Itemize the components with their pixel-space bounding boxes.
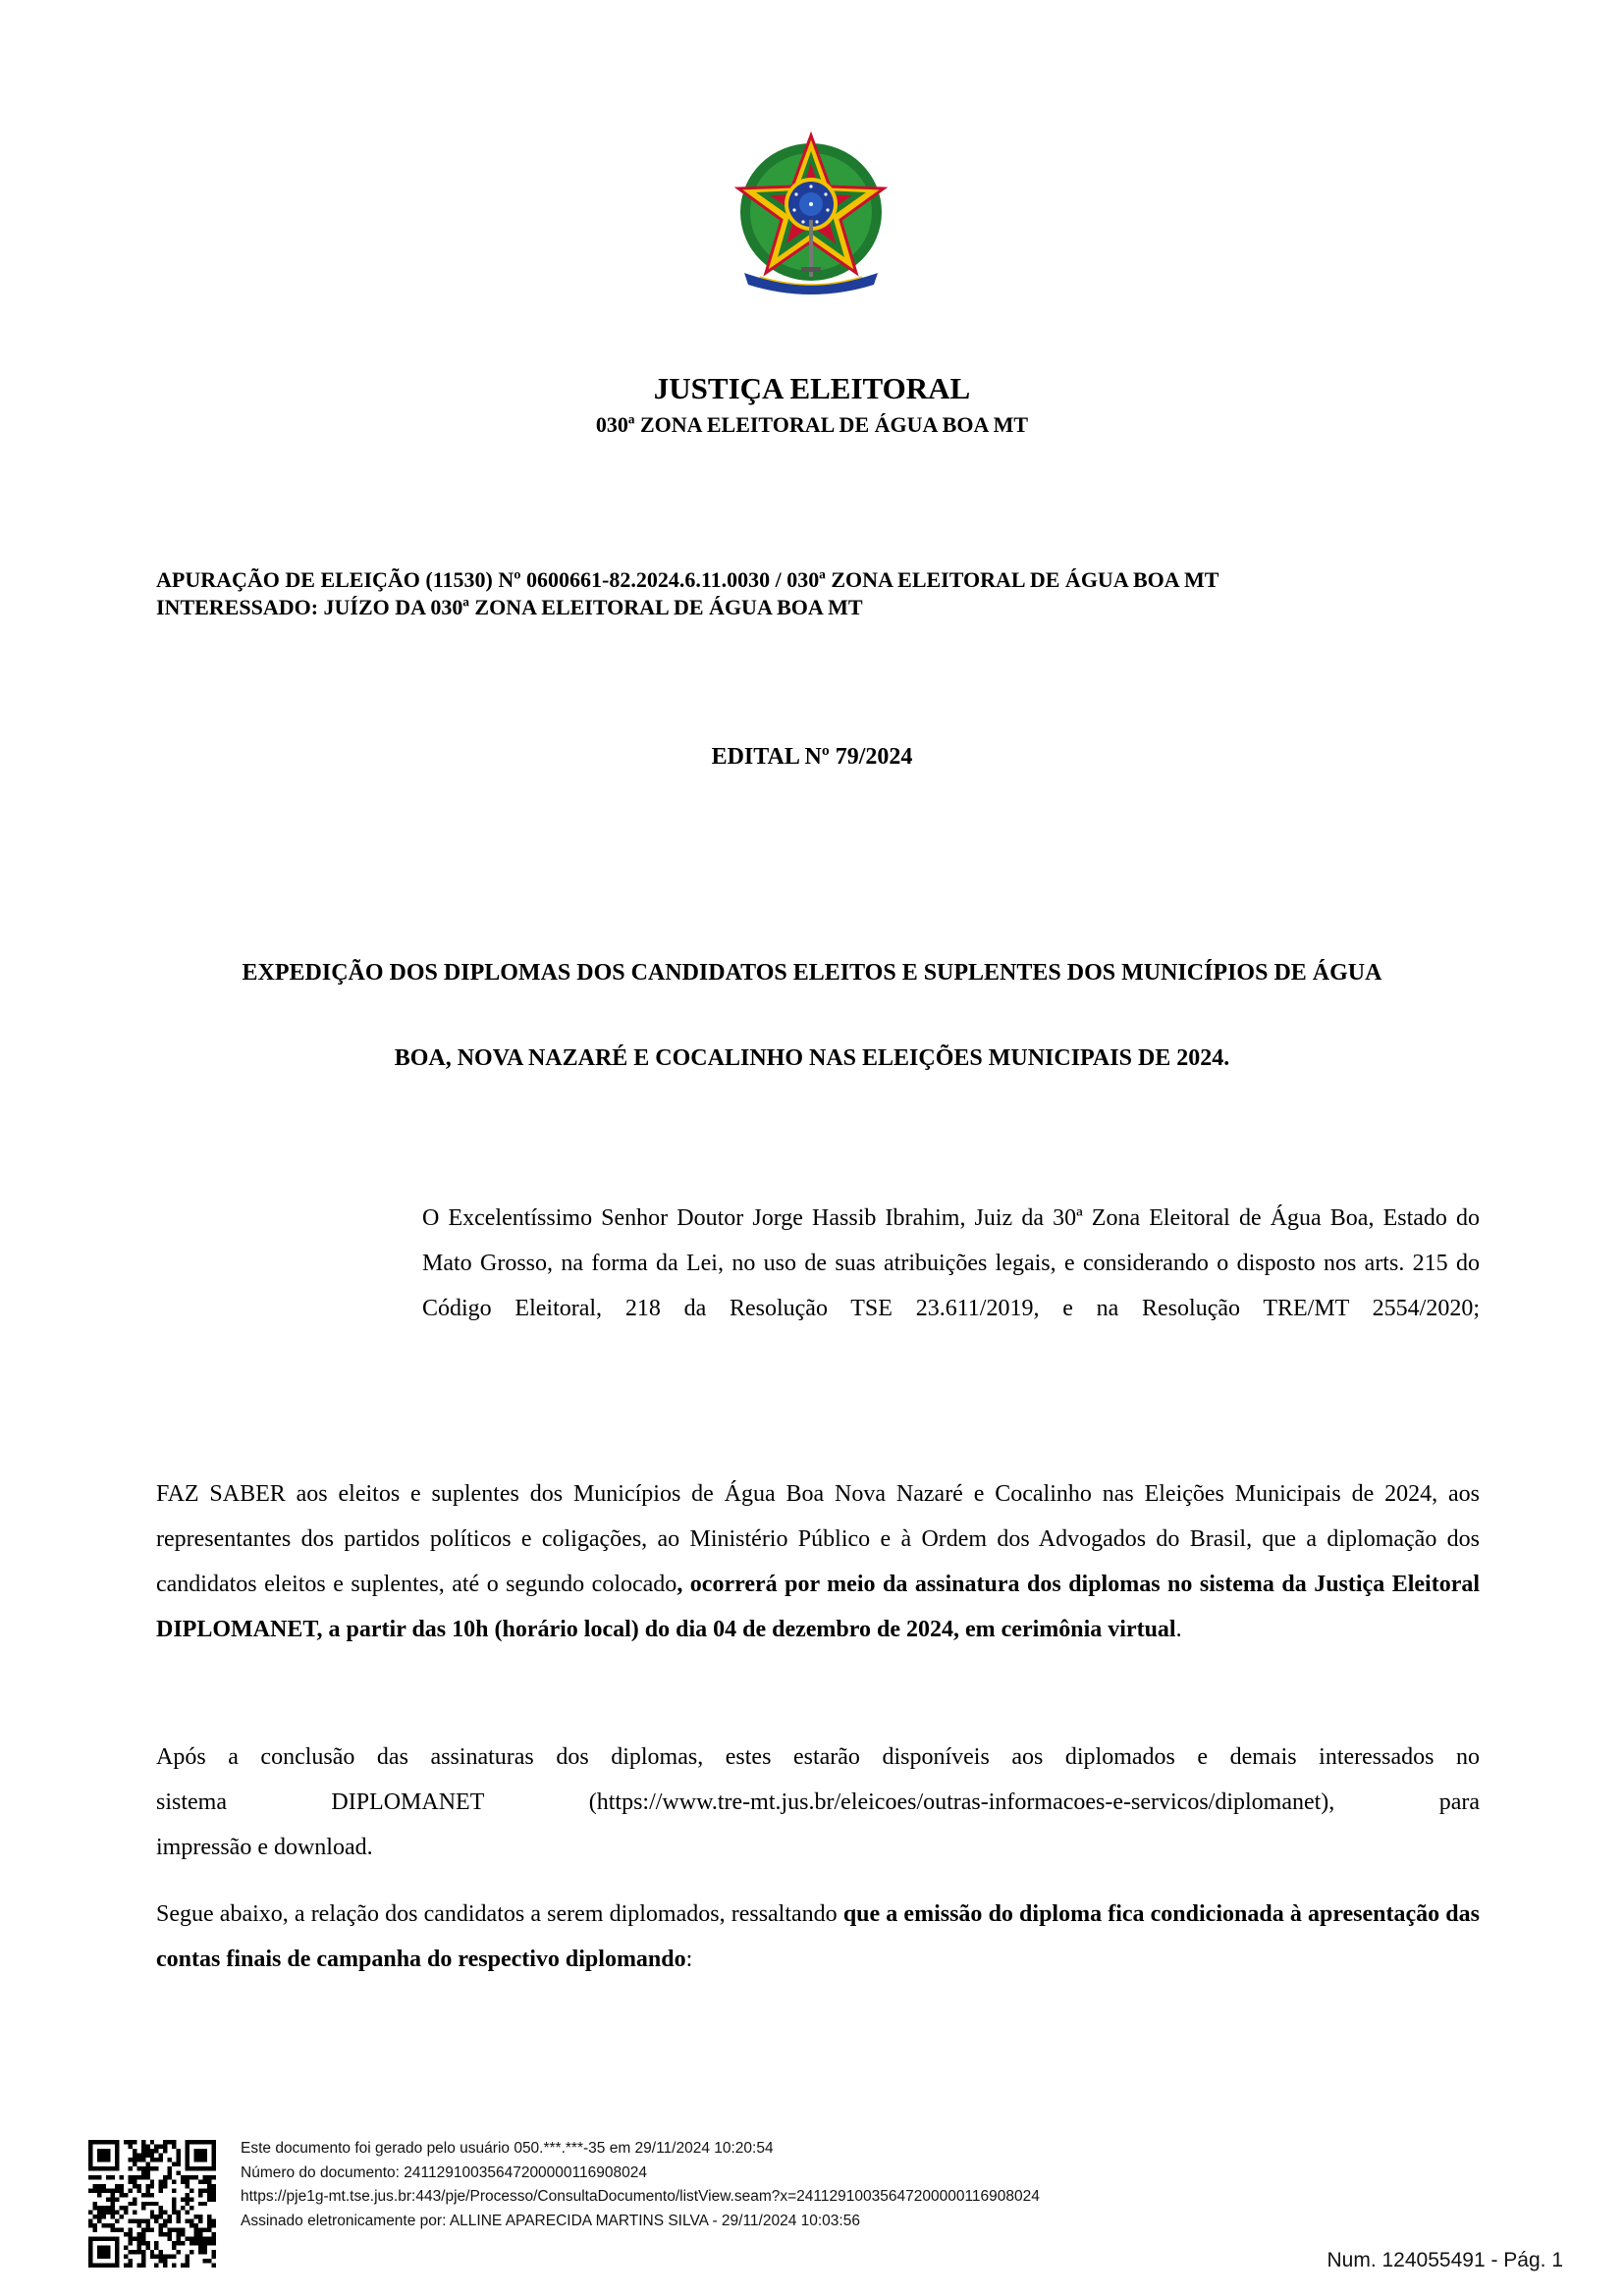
brazil-coat-of-arms-icon: [731, 130, 892, 294]
footer-generated-line: Este documento foi gerado pelo usuário 050.***.***-35 em 29/11/2024 10:20:54: [241, 2140, 774, 2157]
intro-paragraph: O Excelentíssimo Senhor Doutor Jorge Hassib Ibrahim, Juiz da 30ª Zona Eleitoral de Água Boa, Estado do Mato Grosso, na forma da Lei, no uso de suas atribuições legais, e considerando o disposto nos arts. 215 do Código Eleitoral, 218 da Resolução TSE 23.611/2019, e na Resolução TRE/MT 2554/2020;: [422, 1205, 1480, 1321]
page-reference: Num. 124055491 - Pág. 1: [1326, 2249, 1563, 2271]
apos-line-3: impressão e download.: [156, 1835, 373, 1860]
apos-paragraph: [156, 1735, 1480, 1870]
footer-signature: Assinado eletronicamente por: ALLINE APARECIDA MARTINS SILVA - 29/11/2024 10:03:56: [241, 2212, 860, 2229]
apos-line-1: Após a conclusão das assinaturas dos diplomas, estes estarão disponíveis aos diplomados e demais interessados no: [156, 1744, 1480, 1770]
apos-word-diplomanet: DIPLOMANET: [331, 1789, 485, 1815]
faz-saber-emphasis: , ocorrerá por meio da assinatura dos diplomas no sistema da Justiça Eleitoral DIPLOMANET, a partir das 10h (horário local) do dia 04 de dezembro de 2024, em cerimônia virtual: [156, 1572, 1481, 1642]
electoral-zone-subtitle: 030ª ZONA ELEITORAL DE ÁGUA BOA MT: [595, 412, 1029, 437]
faz-saber-text: FAZ SABER aos eleitos e suplentes dos Municípios de Água Boa Nova Nazaré e Cocalinho nas Eleições Municipais de 2024, aos representantes dos partidos políticos e coligações, ao Ministério Público e à Ordem dos Advogados do Brasil, que a diplomação dos candidatos eleitos e suplentes, até o segundo colocado: [156, 1481, 1480, 1597]
edital-title: EDITAL Nº 79/2024: [711, 744, 913, 770]
apos-word-sistema: sistema: [156, 1789, 227, 1815]
case-number-line: APURAÇÃO DE ELEIÇÃO (11530) Nº 0600661-82.2024.6.11.0030 / 030ª ZONA ELEITORAL DE ÁGUA BOA MT: [156, 567, 1219, 592]
segue-end: :: [685, 1947, 693, 1972]
segue-paragraph: [156, 1892, 1480, 1982]
document-footer: [241, 2137, 1040, 2233]
faz-saber-paragraph: [156, 1471, 1480, 1652]
segue-text: Segue abaixo, a relação dos candidatos a serem diplomados, ressaltando: [156, 1901, 843, 1927]
footer-url: https://pje1g-mt.tse.jus.br:443/pje/Processo/ConsultaDocumento/listView.seam?x=24112910035647200000116908024: [241, 2188, 1040, 2205]
apos-line-2: [156, 1780, 1480, 1825]
footer-document-number: Número do documento: 24112910035647200000116908024: [241, 2163, 647, 2181]
qr-code-icon: [88, 2140, 216, 2268]
faz-saber-end: .: [1175, 1617, 1182, 1642]
segue-emphasis: que a emissão do diploma fica condicionada à apresentação das contas finais de campanha do respectivo diplomando: [156, 1901, 1480, 1972]
diplomanet-url: (https://www.tre-mt.jus.br/eleicoes/outras-informacoes-e-servicos/diplomanet),: [588, 1789, 1335, 1815]
apos-word-para: para: [1438, 1789, 1480, 1815]
subject-line-2: BOA, NOVA NAZARÉ E COCALINHO NAS ELEIÇÕES MUNICIPAIS DE 2024.: [394, 1045, 1230, 1071]
organization-title: JUSTIÇA ELEITORAL: [653, 371, 971, 405]
interested-party-line: INTERESSADO: JUÍZO DA 030ª ZONA ELEITORAL DE ÁGUA BOA MT: [156, 595, 863, 619]
subject-line-1: EXPEDIÇÃO DOS DIPLOMAS DOS CANDIDATOS ELEITOS E SUPLENTES DOS MUNICÍPIOS DE ÁGUA: [242, 960, 1382, 986]
